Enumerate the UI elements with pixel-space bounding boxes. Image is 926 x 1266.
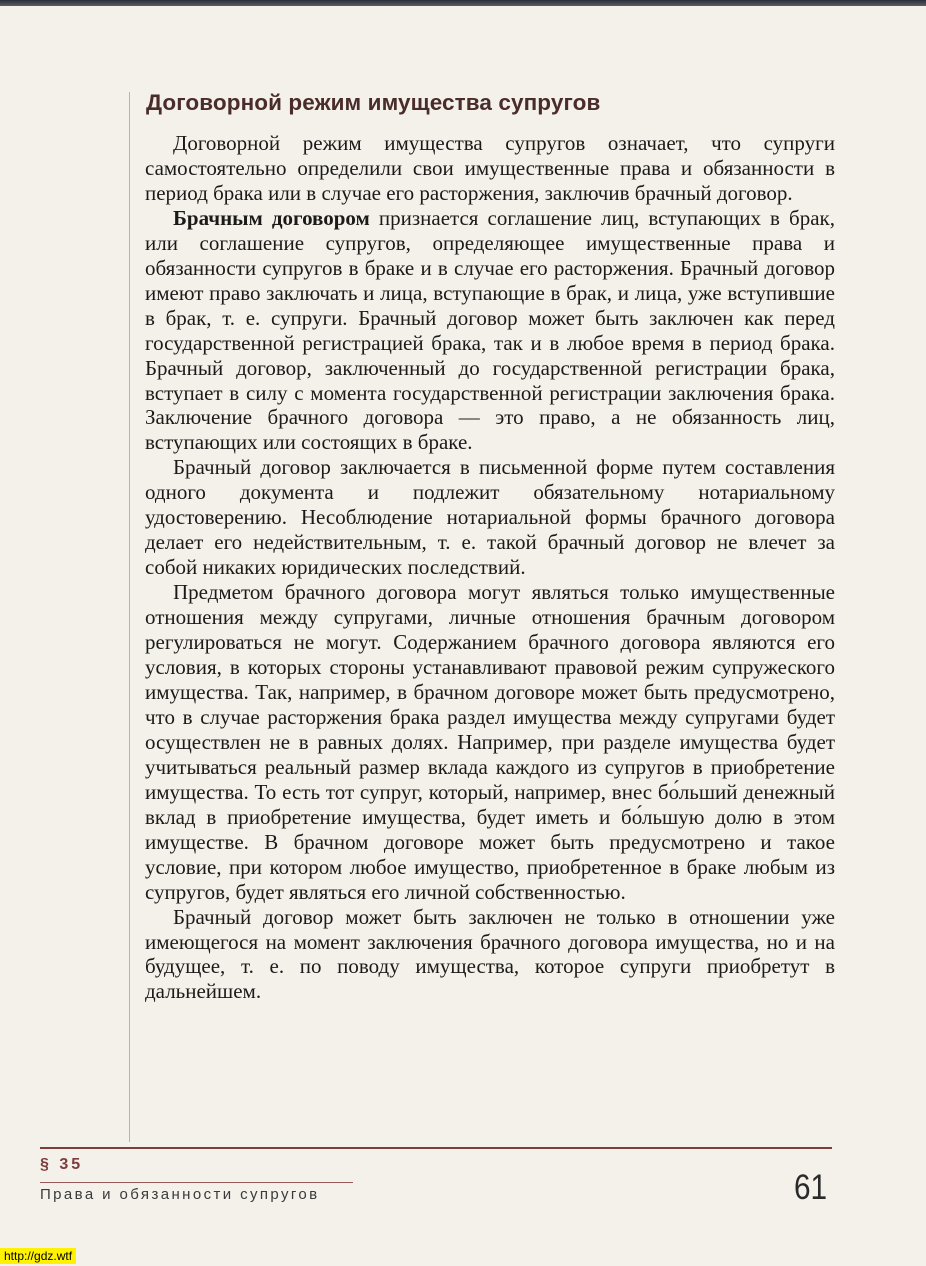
footer-rule (40, 1147, 832, 1149)
watermark-link[interactable]: http://gdz.wtf (0, 1248, 76, 1264)
paragraph-1 (145, 131, 835, 206)
paragraph-text: Предметом брачного договора могут являться только имущественные отношения между супругами, личные отношения брачным договором регулироваться не могут. Содержанием брачного договора являются его условия, в которых стороны устанавливают правовой режим супружеского имущества. Так, например, в брачном договоре может быть предусмотрено, что в случае расторжения брака раздел имущества между супругами будет осуществлен не в равных долях. Например, при разделе имущества будет учитываться реальный размер вклада каждого из супругов в приобретение имущества. То есть тот супруг, который, например, внес бо́льший денежный вклад в приобретение имущества, будет иметь и бо́льшую долю в этом имуществе. В брачном договоре может быть предусмотрено и такое условие, при котором любое имущество, приобретенное в браке любым из супругов, будет являться его личной собственностью. (145, 580, 835, 904)
section-heading: Договорной режим имущества супругов (146, 90, 601, 115)
paragraph-text: Брачный договор может быть заключен не только в отношении уже имеющегося на момент заключения брачного договора имущества, но и на будущее, т. е. по поводу имущества, которое супруги приобретут в дальнейшем. (145, 904, 835, 1004)
body-text (145, 131, 835, 1004)
page-number: 61 (794, 1168, 828, 1207)
paragraph-text: признается соглашение лиц, вступающих в брак, или соглашение супругов, определяющее имущественные права и обязанности супругов в браке и в случае его расторжения. Брачный договор имеют право заключать и лица, вступающие в брак, и лица, уже вступившие в брак, т. е. супруги. Брачный договор может быть заключен как перед государственной регистрацией брака, так и в любое время в период брака. Брачный договор, заключенный до государственной регистрации брака, вступает в силу с момента государственной регистрации заключения брака. Заключение брачного договора — это право, а не обязанность лиц, вступающих или состоящих в браке. (145, 205, 835, 455)
margin-rule (129, 92, 130, 1142)
term-bold: Брачным договором (173, 205, 370, 230)
paragraph-text: Брачный договор заключается в письменной форме путем составления одного документа и подлежит обязательному нотариальному удостоверению. Несоблюдение нотариальной формы брачного договора делает его недействительным, т. е. такой брачный договор не влечет за собой никаких юридических последствий. (145, 455, 835, 580)
paragraph-5 (145, 905, 835, 1005)
section-title: Права и обязанности супругов (40, 1186, 320, 1203)
section-number: § 35 (40, 1156, 84, 1173)
paragraph-text: Договорной режим имущества супругов означает, что супруги самостоятельно определили свои имущественные права и обязанности в период брака или в случае его расторжения, заключив брачный договор. (145, 131, 835, 205)
paragraph-4 (145, 580, 835, 904)
top-edge-strip (0, 0, 926, 6)
paragraph-2 (145, 206, 835, 456)
section-underline (40, 1182, 353, 1183)
paragraph-3 (145, 455, 835, 580)
